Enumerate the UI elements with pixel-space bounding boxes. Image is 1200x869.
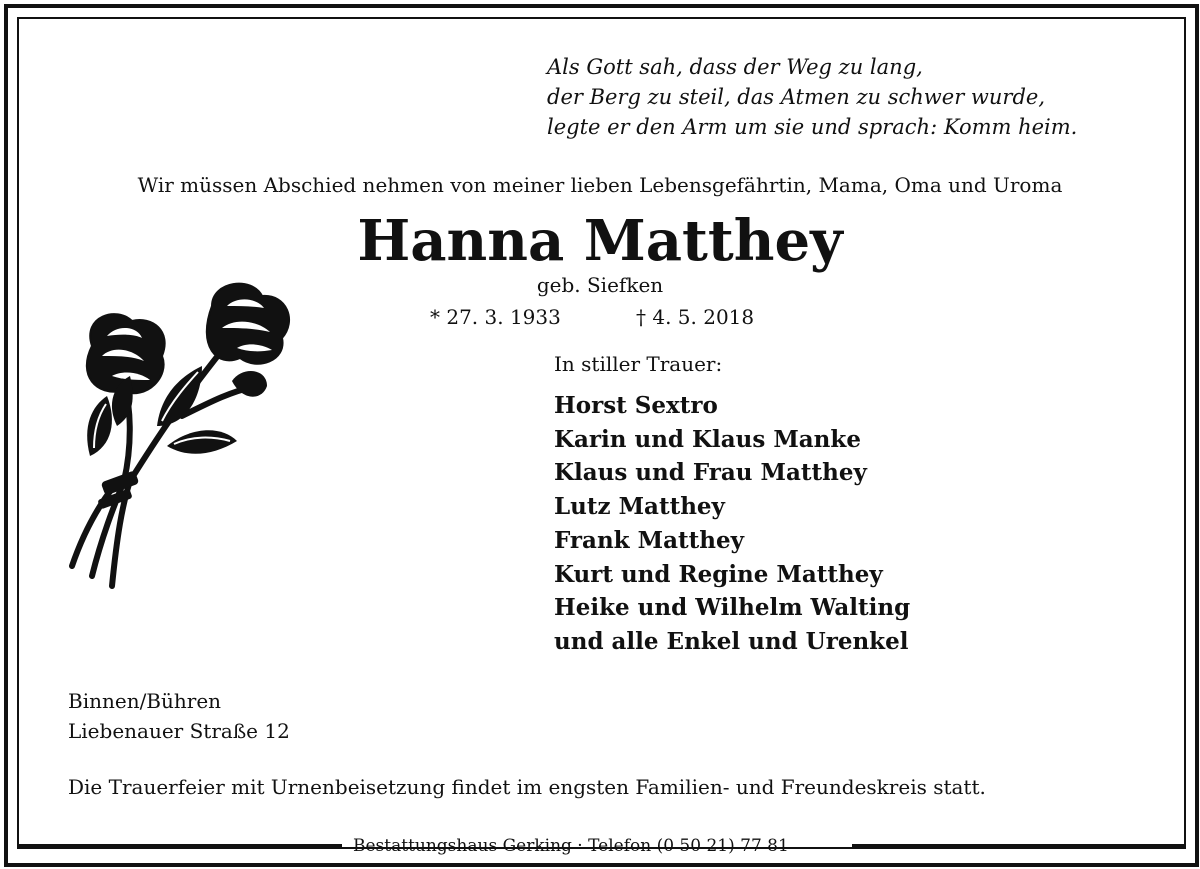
- list-item: und alle Enkel und Urenkel: [554, 627, 909, 655]
- footer-rule-right: [852, 844, 1184, 847]
- list-item: Heike und Wilhelm Walting: [554, 594, 911, 622]
- deceased-name: Hanna Matthey: [357, 208, 843, 274]
- list-item: Klaus und Frau Matthey: [554, 459, 867, 487]
- list-item: Lutz Matthey: [554, 493, 725, 521]
- list-item: Frank Matthey: [554, 526, 744, 554]
- poem: [547, 52, 1077, 142]
- address-line: Binnen/Bühren: [68, 689, 222, 713]
- footer-text: Bestattungshaus Gerking · Telefon (0 50 21) 77 81: [353, 836, 789, 856]
- mourners-list: [554, 389, 910, 659]
- list-item: Horst Sextro: [554, 392, 718, 419]
- birth-date: * 27. 3. 1933: [430, 305, 561, 329]
- address-line: Liebenauer Straße 12: [68, 719, 290, 743]
- list-item: Kurt und Regine Matthey: [554, 560, 883, 588]
- address: [68, 686, 290, 746]
- poem-line: der Berg zu steil, das Atmen zu schwer wurde,: [547, 85, 1046, 109]
- intro-text: Wir müssen Abschied nehmen von meiner lieben Lebensgefährtin, Mama, Oma und Uroma: [137, 173, 1063, 197]
- footer-rule-left: [17, 844, 342, 847]
- footer: [0, 830, 1200, 860]
- mourning-label: In stiller Trauer:: [554, 352, 723, 376]
- birth-name: geb. Siefken: [536, 273, 664, 297]
- poem-line: legte er den Arm um sie und sprach: Komm heim.: [547, 115, 1078, 139]
- list-item: Karin und Klaus Manke: [554, 425, 861, 453]
- death-date: † 4. 5. 2018: [636, 305, 755, 329]
- funeral-notice: Die Trauerfeier mit Urnenbeisetzung findet im engsten Familien- und Freundeskreis statt.: [68, 775, 986, 799]
- poem-line: Als Gott sah, dass der Weg zu lang,: [547, 55, 923, 79]
- rose-icon: [62, 276, 302, 594]
